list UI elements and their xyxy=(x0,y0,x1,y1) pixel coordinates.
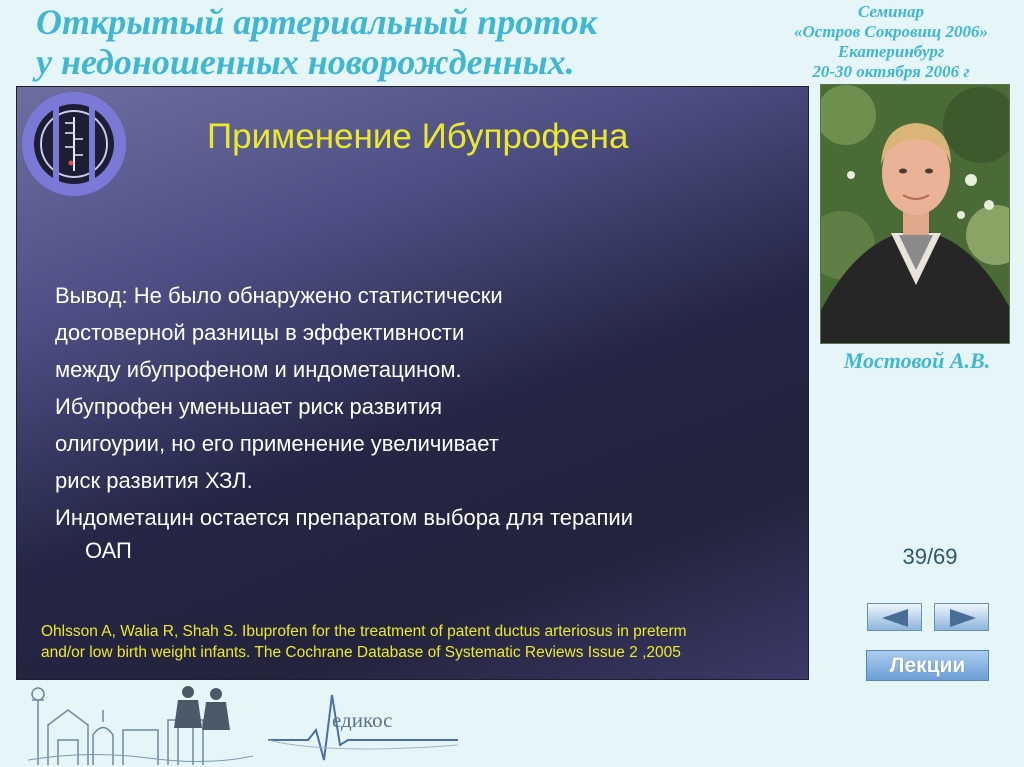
citation-line-1: Ohlsson A, Walia R, Shah S. Ibuprofen for the treatment of patent ductus arteriosus in preterm xyxy=(41,623,687,640)
arrow-left-icon xyxy=(868,604,923,632)
lectures-button[interactable]: Лекции xyxy=(866,650,989,681)
body-line: ОАП xyxy=(85,538,132,563)
slide-body xyxy=(55,277,795,566)
title-line-1: Открытый артериальный проток xyxy=(36,2,597,42)
body-line: олигоурии, но его применение увеличивает xyxy=(55,431,499,456)
body-line: Вывод: Не было обнаружено статистически xyxy=(55,283,503,308)
author-name: Мостовой А.В. xyxy=(843,348,991,373)
page-counter: 39/69 xyxy=(902,544,958,569)
title-line-2: у недоношенных новорожденных. xyxy=(36,42,575,82)
seminar-info xyxy=(760,2,1022,82)
slide-panel xyxy=(16,86,809,680)
conference-logo-icon xyxy=(19,89,129,199)
arrow-right-icon xyxy=(935,604,990,632)
seminar-line-3: Екатеринбург xyxy=(837,42,945,61)
presentation-title xyxy=(36,2,756,82)
city-sketch-image xyxy=(28,680,253,765)
seminar-line-1: Семинар xyxy=(857,2,925,21)
seminar-line-2: «Остров Сокровищ 2006» xyxy=(794,22,988,41)
body-line: Индометацин остается препаратом выбора для терапии xyxy=(55,505,634,530)
seminar-line-4: 20-30 октября 2006 г xyxy=(812,62,970,81)
body-line: Ибупрофен уменьшает риск развития xyxy=(55,394,443,419)
body-line: риск развития ХЗЛ. xyxy=(55,468,253,493)
next-slide-button[interactable] xyxy=(934,603,989,631)
citation-line-2: and/or low birth weight infants. The Cochrane Database of Systematic Reviews Issue 2 ,2005 xyxy=(41,644,681,661)
previous-slide-button[interactable] xyxy=(867,603,922,631)
citation xyxy=(41,621,801,663)
author-photo xyxy=(820,84,1010,344)
body-line: между ибупрофеном и индометацином. xyxy=(55,357,462,382)
medikos-logo-text: едикос xyxy=(332,708,393,732)
slide-title: Применение Ибупрофена xyxy=(207,117,629,156)
body-line: достоверной разницы в эффективности xyxy=(55,320,465,345)
